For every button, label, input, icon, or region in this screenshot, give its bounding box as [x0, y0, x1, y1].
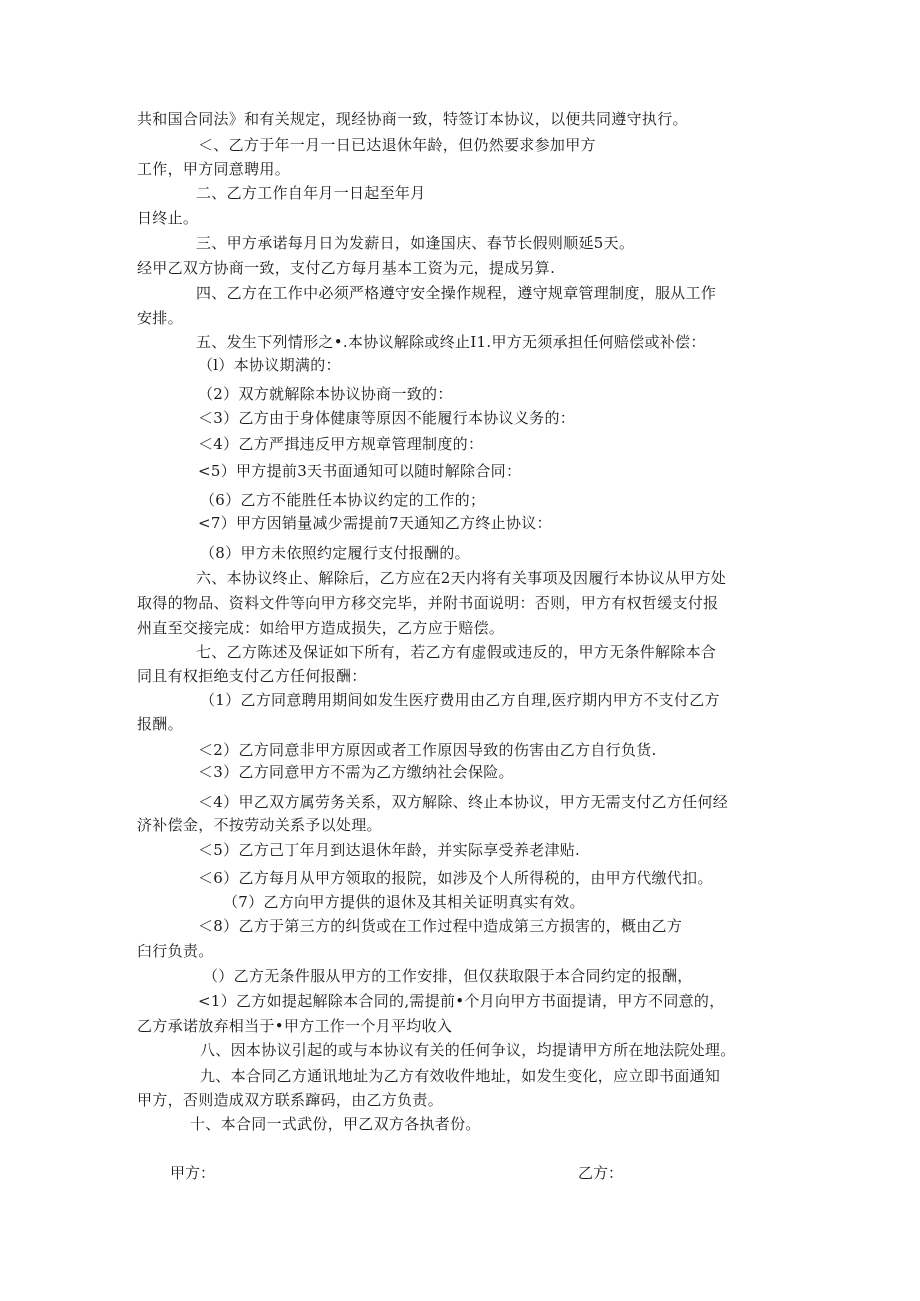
text-line-11: （l）本协议期满的：	[198, 356, 341, 374]
party-b-signature-label: 乙方：	[578, 1164, 624, 1182]
text-line-28: ＜4）甲乙双方属劳务关系，双方解除、终止本协议，甲方无需支付乙方任何经	[198, 793, 729, 811]
text-line-26: ＜2）乙方同意非甲方原因或者工作原因导致的伤害由乙方自行负货.	[198, 741, 657, 759]
text-line-18: （8）甲方未依照约定履行支付报酬的。	[200, 544, 470, 562]
text-line-1: 共和国合同法》和有关规定，现经协商一致，特签订本协议，以便共同遵守执行。	[137, 110, 688, 128]
text-line-10: 五、发生下列情形之•.本协议解除或终止I1.甲方无须承担任何赔偿或补偿：	[196, 333, 706, 351]
text-line-13: ＜3）乙方由于身体健康等原因不能履行本协议义务的：	[198, 409, 576, 427]
party-a-signature-label: 甲方：	[170, 1164, 216, 1182]
text-line-22: 七、乙方陈述及保证如下所有，若乙方有虚假或违反的，甲方无条件解除本合	[196, 643, 717, 661]
text-line-40: 甲方，否则造成双方联系蹿码，由乙方负责。	[137, 1091, 444, 1109]
text-line-4: 二、乙方工作自年月一日起至年月	[196, 184, 426, 202]
text-line-6: 三、甲方承诺每月日为发薪日，如逢国庆、春节长假则顺延5天。	[196, 234, 635, 252]
text-line-32: （7）乙方向甲方提供的退休及其相关证明真实有效。	[223, 893, 585, 911]
text-line-38: 八、因本协议引起的或与本协议有关的任何争议，均提请甲方所在地法院处理。	[200, 1041, 736, 1059]
text-line-9: 安排。	[137, 309, 183, 327]
text-line-7: 经甲乙双方协商一致，支付乙方每月基本工资为元，提成另算.	[137, 259, 556, 277]
text-line-23: 同且有权拒绝支付乙方任何报酬：	[137, 667, 367, 685]
text-line-2: ＜、乙方于年一月一日已达退休年龄，但仍然要求参加甲方	[198, 136, 596, 154]
text-line-24: （1）乙方同意聘用期间如发生医疗费用由乙方自理,医疗期内甲方不支付乙方	[200, 691, 720, 709]
text-line-33: ＜8）乙方于第三方的纠货或在工作过程中造成第三方损害的，概由乙方	[198, 917, 683, 935]
text-line-37: 乙方承诺放弃相当于•甲方工作一个月平均收入	[137, 1017, 453, 1035]
text-line-39: 九、本合同乙方通讯地址为乙方有效收件地址，如发生变化，应立即书面通知	[200, 1067, 721, 1085]
text-line-19: 六、本协议终止、解除后，乙方应在2天内将有关事项及因履行本协议从甲方处	[196, 569, 727, 587]
text-line-12: （2）双方就解除本协议协商一致的：	[198, 385, 453, 403]
text-line-34: 臼行负责。	[137, 942, 214, 960]
text-line-8: 四、乙方在工作中必须严格遵守安全操作规程，遵守规章管理制度，服从工作	[196, 284, 717, 302]
text-line-27: ＜3）乙方同意甲方不需为乙方缴纳社会保险。	[198, 763, 514, 781]
text-line-31: ＜6）乙方每月从甲方领取的报院，如涉及个人所得税的，由甲方代缴代扣。	[198, 869, 713, 887]
text-line-30: ＜5）乙方己丁年月到达退休年龄，并实际享受养老津贴.	[198, 841, 581, 859]
text-line-14: ＜4）乙方严揖违反甲方规章管理制度的：	[198, 435, 484, 453]
text-line-16: （6）乙方不能胜任本协议约定的工作的；	[200, 491, 486, 509]
text-line-29: 济补偿金，不按劳动关系予以处理。	[137, 816, 382, 834]
text-line-15: <5）甲方提前3天书面通知可以随时解除合同：	[198, 462, 522, 480]
text-line-5: 日终止。	[137, 209, 199, 227]
text-line-41: 十、本合同一式武份，甲乙双方各执者份。	[190, 1115, 481, 1133]
text-line-20: 取得的物品、资料文件等向甲方移交完毕，并附书面说明：否则，甲方有权哲缓支付报	[137, 594, 719, 612]
text-line-25: 报酬。	[137, 715, 183, 733]
text-line-36: <1）乙方如提起解除本合同的,需提前•个月向甲方书面提请，甲方不同意的，	[198, 992, 725, 1010]
text-line-35: （）乙方无条件服从甲方的工作安排，但仅获取限于本合同约定的报酬，	[203, 967, 693, 985]
text-line-3: 工作，甲方同意聘用。	[137, 160, 291, 178]
text-line-21: 州直至交接完成：如给甲方造成损失，乙方应于赔偿。	[137, 619, 505, 637]
text-line-17: <7）甲方因销量减少需提前7天通知乙方终止协议：	[198, 514, 552, 532]
